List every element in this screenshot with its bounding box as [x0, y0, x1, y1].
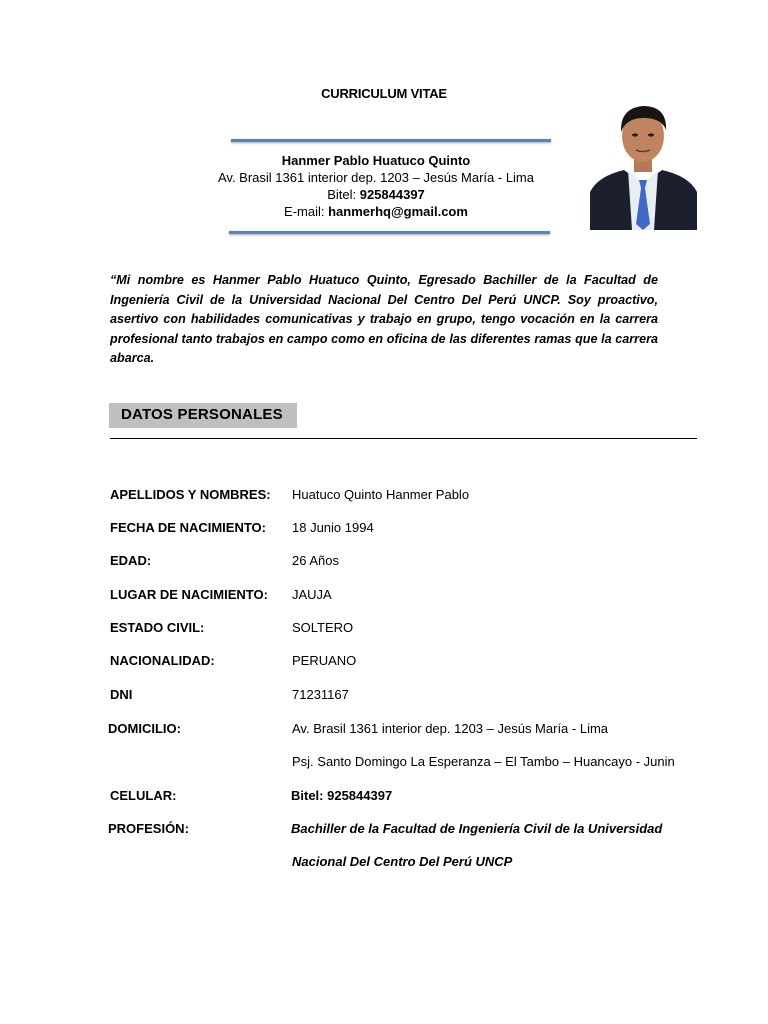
- value-estado-civil: SOLTERO: [292, 620, 354, 635]
- contact-email: [190, 203, 562, 220]
- document-title: CURRICULUM VITAE: [321, 86, 447, 101]
- value-profesion-1: Bachiller de la Facultad de Ingeniería Civil de la Universidad: [291, 821, 663, 836]
- section-title-datos-personales: DATOS PERSONALES: [121, 406, 283, 423]
- value-domicilio-1: Av. Brasil 1361 interior dep. 1203 – Jesús María - Lima: [292, 721, 609, 736]
- contact-address: Av. Brasil 1361 interior dep. 1203 – Jesús María - Lima: [217, 170, 534, 185]
- label-profesion: PROFESIÓN:: [108, 821, 189, 836]
- value-dni: 71231167: [292, 687, 349, 702]
- email-label: E-mail:: [284, 204, 329, 219]
- label-edad: EDAD:: [110, 553, 152, 568]
- profile-summary: “Mi nombre es Hanmer Pablo Huatuco Quinto, Egresado Bachiller de la Facultad de Ingeniería Civil de la Universidad Nacional Del Centro Del Perú UNCP. Soy proactivo, asertivo con habilidades comunicativas y trabajo en grupo, tengo vocación en la carrera profesional tanto trabajos en campo como en oficina de las diferentes ramas que la carrera abarca.: [110, 273, 658, 365]
- label-lugar-nacimiento: LUGAR DE NACIMIENTO:: [110, 587, 268, 602]
- value-lugar-nacimiento: JAUJA: [292, 587, 332, 602]
- value-edad: 26 Años: [292, 553, 339, 568]
- label-apellidos: APELLIDOS Y NOMBRES:: [110, 487, 271, 502]
- contact-phone: [190, 186, 562, 203]
- value-celular: Bitel: 925844397: [291, 788, 393, 803]
- value-fecha-nacimiento: 18 Junio 1994: [292, 520, 374, 535]
- phone-label: Bitel:: [327, 187, 360, 202]
- value-apellidos: Huatuco Quinto Hanmer Pablo: [292, 487, 470, 502]
- value-profesion-2: Nacional Del Centro Del Perú UNCP: [292, 854, 513, 869]
- value-domicilio-2: Psj. Santo Domingo La Esperanza – El Tambo – Huancayo - Junin: [292, 754, 675, 769]
- phone-value: 925844397: [359, 187, 425, 202]
- header-bottom-rule: [229, 231, 550, 234]
- profile-photo: [590, 100, 697, 230]
- section-divider: [110, 438, 697, 439]
- label-estado-civil: ESTADO CIVIL:: [110, 620, 205, 635]
- label-fecha-nacimiento: FECHA DE NACIMIENTO:: [110, 520, 266, 535]
- label-dni: DNI: [110, 687, 133, 702]
- label-domicilio: DOMICILIO:: [108, 721, 181, 736]
- label-celular: CELULAR:: [110, 788, 177, 803]
- header-top-rule: [231, 139, 551, 142]
- email-value: hanmerhq@gmail.com: [328, 204, 468, 219]
- contact-name: Hanmer Pablo Huatuco Quinto: [281, 153, 471, 168]
- value-nacionalidad: PERUANO: [292, 653, 357, 668]
- label-nacionalidad: NACIONALIDAD:: [110, 653, 215, 668]
